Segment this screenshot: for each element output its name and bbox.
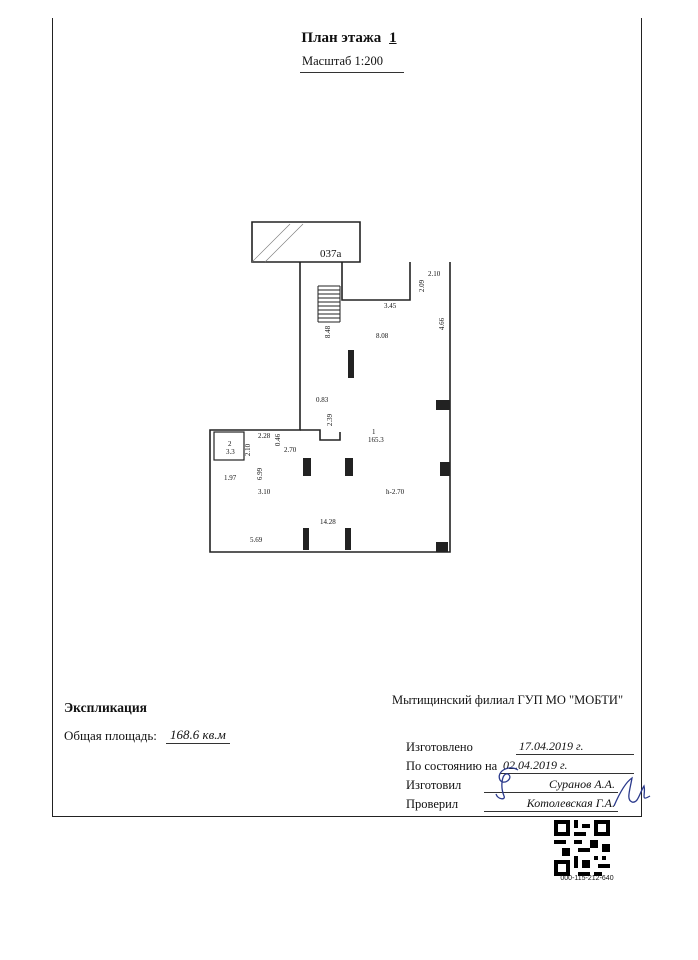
as-of-date: 02.04.2019 г.	[500, 758, 634, 774]
floor-plan-drawing	[190, 210, 480, 570]
made-date: 17.04.2019 г.	[516, 739, 634, 755]
as-of-label: По состоянию на	[406, 759, 498, 773]
total-area-label: Общая площадь:	[64, 728, 157, 743]
top-block-outline	[252, 222, 360, 262]
room-height: h-2.70	[386, 488, 405, 496]
checker-signature	[610, 772, 654, 812]
dim-8-08: 8.08	[376, 332, 389, 340]
organization-name: Мытищинский филиал ГУП МО "МОБТИ"	[392, 693, 624, 707]
dim-3-10: 3.10	[258, 488, 271, 496]
plan-title	[0, 30, 698, 47]
dim-1-97: 1.97	[224, 474, 237, 482]
notch-wall	[342, 262, 410, 300]
dim-6-99: 6.99	[256, 467, 265, 481]
made-label: Изготовлено	[406, 740, 473, 754]
top-block-hatch	[252, 224, 303, 262]
total-area-value: 168.6 кв.м	[166, 727, 230, 744]
maker-signature	[490, 764, 530, 804]
checker-label: Проверил	[406, 797, 459, 811]
dim-2-39: 2.39	[326, 413, 335, 427]
qr-code-icon	[554, 820, 610, 876]
dim-5-69: 5.69	[250, 536, 263, 544]
room-1-number: 1	[372, 428, 376, 436]
dim-14-28: 14.28	[320, 518, 336, 526]
floor-number: 1	[389, 30, 397, 46]
scale-label: Масштаб 1:200	[302, 54, 383, 68]
explication-title: Экспликация	[64, 700, 147, 715]
maker-label: Изготовил	[406, 778, 462, 792]
dim-2-28: 2.28	[258, 432, 271, 440]
room-2-area: 3.3	[226, 448, 235, 456]
dim-4-66: 4.66	[438, 317, 447, 331]
dim-2-10-left: 2.10	[244, 443, 253, 457]
dim-0-83: 0.83	[316, 396, 329, 404]
dim-2-70-inner: 2.70	[284, 446, 297, 454]
dim-8-48: 8.48	[324, 325, 333, 339]
room-label-top: 037а	[320, 248, 342, 260]
dim-0-46: 0.46	[274, 433, 283, 447]
outer-walls	[210, 222, 450, 552]
inner-corner	[300, 430, 340, 440]
room-2-number: 2	[228, 440, 232, 448]
scale-underline	[300, 72, 404, 73]
document-code: 000-115-212-640	[560, 875, 614, 882]
dim-2-09: 2.09	[418, 279, 427, 293]
dim-2-10-top: 2.10	[428, 270, 441, 278]
checker-name: Котолевская Г.А.	[484, 796, 618, 812]
plan-title-prefix: План этажа	[301, 30, 382, 46]
room-1-area: 165.3	[368, 436, 384, 444]
maker-name: Суранов А.А.	[484, 777, 618, 793]
staircase-icon	[318, 286, 340, 322]
dim-3-45: 3.45	[384, 302, 397, 310]
